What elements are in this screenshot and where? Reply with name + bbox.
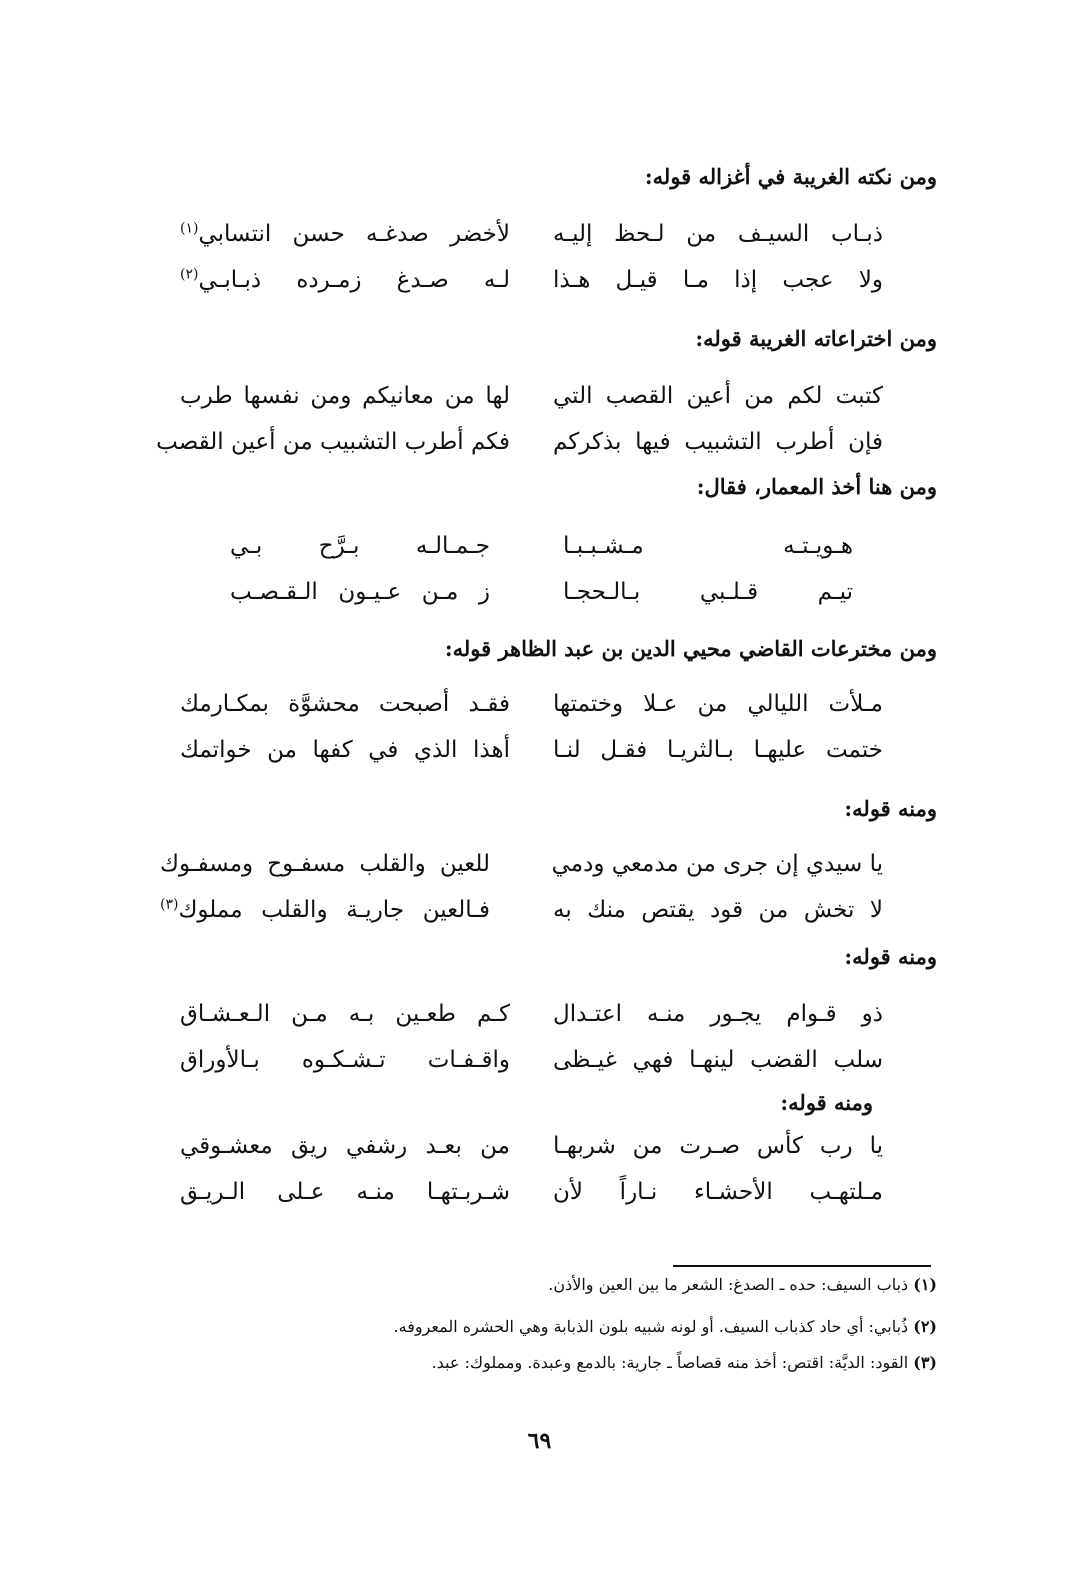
footnote <box>137 1314 937 1340</box>
verse-line <box>150 570 883 616</box>
verse-line <box>150 728 883 774</box>
footnote <box>137 1272 937 1298</box>
verse-first-hemistich: كتبت لكم من أعين القصب التي <box>553 383 883 409</box>
verse-line <box>150 682 883 728</box>
footnote-text: القود: الديَّة: اقتص: أخذ منه قصاصاً ـ جارية: بالدمع وعبدة. ومملوك: عبد. <box>431 1353 909 1372</box>
verse-line <box>150 842 883 888</box>
verse-line <box>150 992 883 1038</box>
verse-line <box>150 1170 883 1216</box>
footnote-ref: (٣) <box>160 896 179 913</box>
verse-second-hemistich: جـمـالـه بـرَّح بـي <box>230 533 490 559</box>
verse-line <box>150 420 883 466</box>
verse-line <box>150 374 883 420</box>
footnote-number: (٢) <box>913 1317 937 1336</box>
section-intro: ومن مخترعات القاضي محيي الدين بن عبد الظاهر قوله: <box>444 636 937 661</box>
verse-second-hemistich: فقـد أصبحت محشوَّة بمكـارمك <box>180 691 510 717</box>
verse-second-hemistich: فكم أطرب التشبيب من أعين القصب <box>156 429 510 455</box>
poem-couplet <box>150 682 883 774</box>
verse-first-hemistich: سلب القضب لينهـا فهي غيـظى <box>553 1047 883 1073</box>
poem-couplet <box>150 524 883 616</box>
verse-line <box>150 258 883 304</box>
section-intro: ومنه قوله: <box>844 944 937 969</box>
footnote-ref: (٢) <box>180 266 199 283</box>
poem-couplet <box>150 992 883 1084</box>
verse-second-text: لأخضر صدغـه حسن انتسابي <box>198 221 510 247</box>
verse-second-hemistich: للعين والقلب مسفـوح ومسفـوك <box>160 851 490 877</box>
poem-couplet <box>150 1124 883 1216</box>
section-intro: ومن هنا أخذ المعمار، فقال: <box>696 474 937 499</box>
page-number: ٦٩ <box>527 1428 552 1454</box>
verse-line <box>150 212 883 258</box>
verse-second-hemistich: واقـفـات تـشـكـوه بـالأوراق <box>180 1047 510 1073</box>
poem-couplet <box>150 374 883 466</box>
verse-first-hemistich: ذو قـوام يجـور منـه اعتـدال <box>553 1001 883 1027</box>
verse-second-hemistich: ز مـن عـيـون الـقـصـب <box>230 579 490 605</box>
footnote <box>137 1350 937 1376</box>
footnote-number: (٣) <box>913 1353 937 1372</box>
verse-first-hemistich: يا سيدي إن جرى من مدمعي ودمي <box>551 851 883 877</box>
verse-line <box>150 888 883 934</box>
verse-first-hemistich: تيـم قـلـبي بـالـحجـا <box>563 579 853 605</box>
section-intro: ومن اختراعاته الغريبة قوله: <box>695 326 937 351</box>
footnote-text: ذباب السيف: حده ـ الصدغ: الشعر ما بين العين والأذن. <box>548 1275 909 1294</box>
verse-second-text: لـه صـدغ زمـرده ذبـابـي <box>198 267 510 293</box>
verse-first-hemistich: مـلتهـب الأحشـاء نـاراً لأن <box>553 1179 883 1205</box>
footnote-divider <box>673 1265 931 1267</box>
section-intro: ومنه قوله: <box>780 1090 873 1115</box>
verse-first-hemistich: ختمت عليهـا بـالثريـا فقـل لنـا <box>553 737 883 763</box>
verse-line <box>150 1124 883 1170</box>
verse-line <box>150 1038 883 1084</box>
verse-line <box>150 524 883 570</box>
section-intro: ومن نكته الغريبة في أغزاله قوله: <box>644 164 937 189</box>
verse-first-hemistich: ولا عجب إذا مـا قيـل هـذا <box>553 267 883 293</box>
verse-second-hemistich: لها من معانيكم ومن نفسها طرب <box>180 383 510 409</box>
section-intro: ومنه قوله: <box>844 796 937 821</box>
verse-first-hemistich: يا رب كأس صـرت من شربهـا <box>553 1133 883 1159</box>
verse-first-hemistich: لا تخش من قود يقتص منك به <box>553 897 883 923</box>
footnote-number: (١) <box>913 1275 937 1294</box>
verse-first-hemistich: هـويـتـه مـشـبـبـا <box>563 533 853 559</box>
poem-couplet <box>150 212 883 304</box>
verse-second-hemistich <box>180 258 510 302</box>
verse-second-hemistich: من بعـد رشفي ريق معشـوقي <box>180 1133 510 1159</box>
verse-first-hemistich: مـلأت الليالي من عـلا وختمتها <box>553 691 883 717</box>
verse-first-hemistich: فإن أطرب التشبيب فيها بذكركم <box>553 429 883 455</box>
verse-second-hemistich <box>160 888 490 932</box>
verse-second-text: فـالعين جاريـة والقلب مملوك <box>178 897 490 923</box>
verse-first-hemistich: ذبـاب السيـف من لـحظ إليـه <box>553 221 883 247</box>
poem-couplet <box>150 842 883 934</box>
footnote-text: ذُبابي: أي حاد كذباب السيف. أو لونه شبيه بلون الذبابة وهي الحشره المعروفه. <box>393 1317 909 1336</box>
footnote-ref: (١) <box>180 220 199 237</box>
verse-second-hemistich <box>180 212 510 256</box>
verse-second-hemistich: كـم طعـين بـه مـن الـعـشـاق <box>180 1001 510 1027</box>
verse-second-hemistich: شـربـتهـا منـه عـلى الـريـق <box>180 1179 510 1205</box>
verse-second-hemistich: أهذا الذي في كفها من خواتمك <box>180 737 510 763</box>
